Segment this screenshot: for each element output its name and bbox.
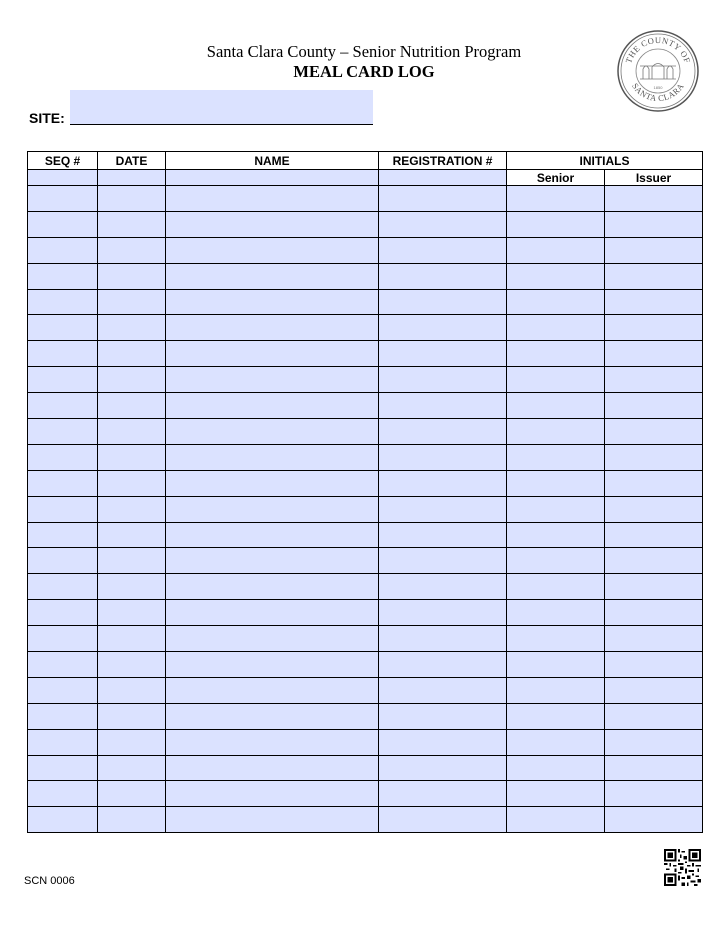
table-row [28,237,703,263]
seq-cell[interactable] [28,496,98,522]
name-cell[interactable] [166,237,379,263]
issuer-initials-cell[interactable] [605,237,703,263]
senior-initials-cell[interactable] [507,393,605,419]
table-row [28,703,703,729]
senior-initials-cell[interactable] [507,781,605,807]
date-cell[interactable] [98,755,166,781]
date-cell[interactable] [98,600,166,626]
seq-cell[interactable] [28,626,98,652]
registration-cell[interactable] [379,315,507,341]
name-cell[interactable] [166,522,379,548]
registration-cell[interactable] [379,522,507,548]
senior-initials-cell[interactable] [507,341,605,367]
issuer-initials-cell[interactable] [605,186,703,212]
registration-cell[interactable] [379,626,507,652]
seq-cell[interactable] [28,574,98,600]
issuer-initials-cell[interactable] [605,522,703,548]
site-label: SITE: [29,110,65,126]
senior-initials-cell[interactable] [507,703,605,729]
seq-cell[interactable] [28,237,98,263]
issuer-initials-cell[interactable] [605,211,703,237]
senior-initials-cell[interactable] [507,419,605,445]
seq-cell[interactable] [28,444,98,470]
name-cell[interactable] [166,652,379,678]
name-cell[interactable] [166,600,379,626]
senior-initials-cell[interactable] [507,496,605,522]
senior-initials-cell[interactable] [507,729,605,755]
issuer-initials-cell[interactable] [605,574,703,600]
date-cell[interactable] [98,315,166,341]
date-cell[interactable] [98,470,166,496]
senior-initials-cell[interactable] [507,755,605,781]
seq-cell[interactable] [28,367,98,393]
issuer-initials-cell[interactable] [605,470,703,496]
table-row [28,626,703,652]
registration-cell[interactable] [379,496,507,522]
date-cell[interactable] [98,548,166,574]
date-cell[interactable] [98,522,166,548]
date-cell[interactable] [98,652,166,678]
table-row [28,263,703,289]
date-cell[interactable] [98,419,166,445]
col-initials-header: INITIALS [507,152,703,170]
date-cell[interactable] [98,496,166,522]
name-cell[interactable] [166,807,379,833]
table-row [28,211,703,237]
registration-cell[interactable] [379,807,507,833]
date-cell[interactable] [98,186,166,212]
senior-initials-cell[interactable] [507,444,605,470]
date-cell[interactable] [98,807,166,833]
senior-initials-cell[interactable] [507,600,605,626]
table-row [28,600,703,626]
table-row [28,186,703,212]
issuer-initials-cell[interactable] [605,419,703,445]
registration-cell[interactable] [379,393,507,419]
registration-cell[interactable] [379,289,507,315]
table-row [28,548,703,574]
senior-initials-cell[interactable] [507,626,605,652]
name-cell[interactable] [166,393,379,419]
program-title: Santa Clara County – Senior Nutrition Program [206,42,522,61]
seq-cell[interactable] [28,781,98,807]
seq-cell[interactable] [28,600,98,626]
senior-initials-cell[interactable] [507,211,605,237]
registration-cell[interactable] [379,341,507,367]
table-row [28,341,703,367]
table-row [28,289,703,315]
registration-cell[interactable] [379,600,507,626]
issuer-initials-cell[interactable] [605,703,703,729]
issuer-initials-cell[interactable] [605,393,703,419]
col-senior-header: Senior [507,170,605,186]
senior-initials-cell[interactable] [507,652,605,678]
issuer-initials-cell[interactable] [605,315,703,341]
table-row [28,496,703,522]
table-row [28,574,703,600]
name-subheader-cell [166,170,379,186]
seq-cell[interactable] [28,470,98,496]
seal-bottom-text: SANTA CLARA [630,81,686,104]
table-row [28,781,703,807]
seq-cell[interactable] [28,652,98,678]
issuer-initials-cell[interactable] [605,781,703,807]
table-row [28,470,703,496]
senior-initials-cell[interactable] [507,574,605,600]
seq-cell[interactable] [28,729,98,755]
table-row [28,522,703,548]
name-cell[interactable] [166,444,379,470]
date-cell[interactable] [98,393,166,419]
date-cell[interactable] [98,341,166,367]
issuer-initials-cell[interactable] [605,626,703,652]
registration-cell[interactable] [379,470,507,496]
registration-cell[interactable] [379,444,507,470]
table-row [28,393,703,419]
date-cell[interactable] [98,367,166,393]
table-row [28,652,703,678]
date-cell[interactable] [98,677,166,703]
registration-cell[interactable] [379,367,507,393]
site-input[interactable] [70,90,373,125]
registration-cell[interactable] [379,729,507,755]
senior-initials-cell[interactable] [507,367,605,393]
senior-initials-cell[interactable] [507,186,605,212]
table-row [28,315,703,341]
seq-cell[interactable] [28,677,98,703]
date-cell[interactable] [98,729,166,755]
registration-cell[interactable] [379,186,507,212]
name-cell[interactable] [166,677,379,703]
table-row [28,807,703,833]
name-cell[interactable] [166,211,379,237]
table-row [28,419,703,445]
date-cell[interactable] [98,574,166,600]
issuer-initials-cell[interactable] [605,600,703,626]
senior-initials-cell[interactable] [507,677,605,703]
senior-initials-cell[interactable] [507,522,605,548]
issuer-initials-cell[interactable] [605,548,703,574]
date-cell[interactable] [98,703,166,729]
seal-year: 1850 [653,85,663,90]
name-cell[interactable] [166,419,379,445]
name-cell[interactable] [166,755,379,781]
senior-initials-cell[interactable] [507,807,605,833]
issuer-initials-cell[interactable] [605,444,703,470]
registration-cell[interactable] [379,677,507,703]
name-cell[interactable] [166,703,379,729]
name-cell[interactable] [166,367,379,393]
seq-cell[interactable] [28,548,98,574]
registration-cell[interactable] [379,237,507,263]
table-row [28,755,703,781]
seq-cell[interactable] [28,289,98,315]
name-cell[interactable] [166,496,379,522]
name-cell[interactable] [166,186,379,212]
date-cell[interactable] [98,626,166,652]
date-cell[interactable] [98,237,166,263]
seq-cell[interactable] [28,211,98,237]
name-cell[interactable] [166,781,379,807]
date-cell[interactable] [98,289,166,315]
name-cell[interactable] [166,548,379,574]
date-cell[interactable] [98,781,166,807]
registration-cell[interactable] [379,419,507,445]
col-seq-header: SEQ # [28,152,98,170]
senior-initials-cell[interactable] [507,263,605,289]
issuer-initials-cell[interactable] [605,729,703,755]
form-code: SCN 0006 [24,875,75,887]
date-cell[interactable] [98,211,166,237]
county-seal-icon [616,29,700,113]
seq-cell[interactable] [28,522,98,548]
issuer-initials-cell[interactable] [605,341,703,367]
date-subheader-cell [98,170,166,186]
table-row [28,729,703,755]
seq-cell[interactable] [28,393,98,419]
registration-cell[interactable] [379,211,507,237]
registration-subheader-cell [379,170,507,186]
name-cell[interactable] [166,729,379,755]
seq-cell[interactable] [28,419,98,445]
registration-cell[interactable] [379,703,507,729]
issuer-initials-cell[interactable] [605,677,703,703]
date-cell[interactable] [98,263,166,289]
seq-cell[interactable] [28,755,98,781]
name-cell[interactable] [166,574,379,600]
name-cell[interactable] [166,289,379,315]
seq-subheader-cell [28,170,98,186]
issuer-initials-cell[interactable] [605,367,703,393]
senior-initials-cell[interactable] [507,470,605,496]
registration-cell[interactable] [379,755,507,781]
name-cell[interactable] [166,315,379,341]
seal-top-text: THE COUNTY OF [623,34,693,65]
registration-cell[interactable] [379,263,507,289]
date-cell[interactable] [98,444,166,470]
registration-cell[interactable] [379,574,507,600]
meal-card-log-table [27,151,703,833]
form-title: MEAL CARD LOG [293,62,435,81]
issuer-initials-cell[interactable] [605,807,703,833]
table-row [28,677,703,703]
seq-cell[interactable] [28,315,98,341]
registration-cell[interactable] [379,652,507,678]
registration-cell[interactable] [379,548,507,574]
seq-cell[interactable] [28,341,98,367]
issuer-initials-cell[interactable] [605,263,703,289]
seq-cell[interactable] [28,807,98,833]
issuer-initials-cell[interactable] [605,652,703,678]
senior-initials-cell[interactable] [507,237,605,263]
name-cell[interactable] [166,626,379,652]
registration-cell[interactable] [379,781,507,807]
col-date-header: DATE [98,152,166,170]
col-issuer-header: Issuer [605,170,703,186]
issuer-initials-cell[interactable] [605,755,703,781]
seq-cell[interactable] [28,263,98,289]
name-cell[interactable] [166,263,379,289]
senior-initials-cell[interactable] [507,289,605,315]
seq-cell[interactable] [28,703,98,729]
col-registration-header: REGISTRATION # [379,152,507,170]
name-cell[interactable] [166,341,379,367]
col-name-header: NAME [166,152,379,170]
table-row [28,367,703,393]
issuer-initials-cell[interactable] [605,289,703,315]
senior-initials-cell[interactable] [507,548,605,574]
issuer-initials-cell[interactable] [605,496,703,522]
name-cell[interactable] [166,470,379,496]
seq-cell[interactable] [28,186,98,212]
senior-initials-cell[interactable] [507,315,605,341]
table-row [28,444,703,470]
qr-code-icon [664,849,701,886]
